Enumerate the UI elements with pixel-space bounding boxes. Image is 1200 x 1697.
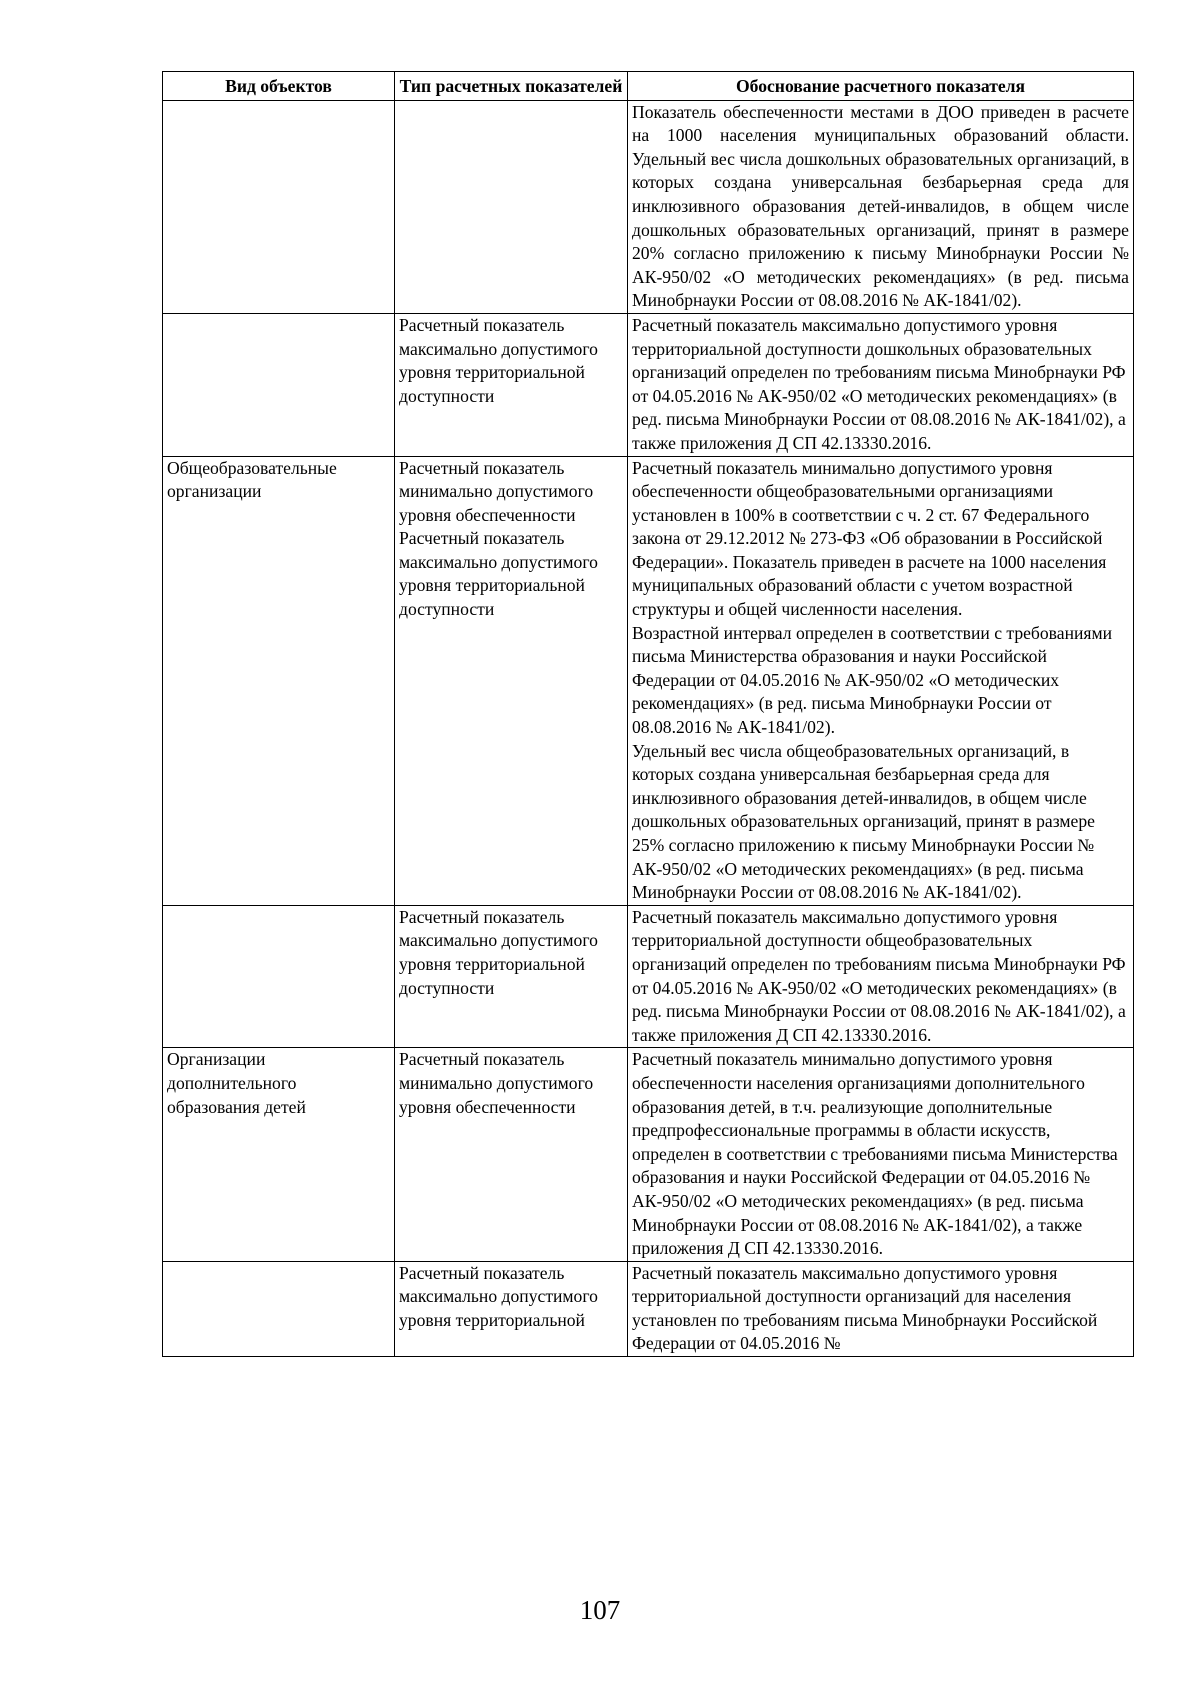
justification-paragraph: Возрастной интервал определен в соответствии с требованиями письма Министерства образования и науки Российской Федерации от 04.05.2016 № АК-950/02 «О методических рекомендациях» (в ред. письма Минобрнауки России от 08.08.2016 № АК-1841/02). (632, 622, 1113, 738)
justification-paragraph: Удельный вес числа общеобразовательных организаций, в которых создана универсальная безбарьерная среда для инклюзивного образования детей-инвалидов, в общем числе дошкольных образовательных организаций, принят в размере 25% согласно приложению к письму Минобрнауки России № АК-950/02 «О методических рекомендациях» (в ред. письма Минобрнауки России от 08.08.2016 № АК-1841/02). (632, 740, 1095, 903)
cell-type: Расчетный показатель минимально допустимого уровня обеспеченности (395, 1048, 628, 1261)
cell-object (163, 905, 395, 1048)
cell-type: Расчетный показатель максимально допустимого уровня территориальной доступности (395, 905, 628, 1048)
cell-justification (628, 905, 1134, 1048)
page-number: 107 (579, 1595, 621, 1625)
cell-type: Расчетный показатель максимально допустимого уровня территориальной (395, 1261, 628, 1356)
justification-paragraph: Расчетный показатель минимально допустимого уровня обеспеченности общеобразовательными организациями установлен в 100% в соответствии с ч. 2 ст. 67 Федерального закона от 29.12.2012 № 273-ФЗ «Об образовании в Российской Федерации». Показатель приведен в расчете на 1000 населения муниципальных образований области с учетом возрастной структуры и общей численности населения. (632, 457, 1107, 620)
table-row (163, 905, 1134, 1048)
justification-paragraph: Показатель обеспеченности местами в ДОО приведен в расчете на 1000 населения муниципальных образований области. Удельный вес числа дошкольных образовательных организаций, в которых создана универсальная безбарьерная среда для инклюзивного образования детей-инвалидов, в общем числе дошкольных образовательных организаций, принят в размере 20% согласно приложению к письму Минобрнауки России № АК-950/02 «О методических рекомендациях» (в ред. письма Минобрнауки России от 08.08.2016 № АК-1841/02). (632, 101, 1129, 311)
table-row (163, 1261, 1134, 1356)
cell-object: Общеобразовательные организации (163, 456, 395, 905)
justification-paragraph: Расчетный показатель максимально допустимого уровня территориальной доступности дошкольных образовательных организаций определен по требованиям письма Минобрнауки РФ от 04.05.2016 № АК-950/02 «О методических рекомендациях» (в ред. письма Минобрнауки России от 08.08.2016 № АК-1841/02), а также приложения Д СП 42.13330.2016. (632, 314, 1126, 453)
header-indicator-type: Тип расчетных показателей (395, 72, 628, 101)
cell-justification (628, 313, 1134, 456)
table-row (163, 100, 1134, 313)
table-row (163, 456, 1134, 905)
table-row (163, 1048, 1134, 1261)
cell-object: Организации дополнительного образования детей (163, 1048, 395, 1261)
cell-justification (628, 1261, 1134, 1356)
cell-justification (628, 1048, 1134, 1261)
justification-paragraph: Расчетный показатель минимально допустимого уровня обеспеченности населения организациями дополнительного образования детей, в т.ч. реализующие дополнительные предпрофессиональные программы в области искусств, определен в соответствии с требованиями письма Министерства образования и науки Российской Федерации от 04.05.2016 № АК-950/02 «О методических рекомендациях» (в ред. письма Минобрнауки России от 08.08.2016 № АК-1841/02), а также приложения Д СП 42.13330.2016. (632, 1049, 1118, 1259)
cell-object (163, 313, 395, 456)
header-justification: Обоснование расчетного показателя (628, 72, 1134, 101)
justification-paragraph: Расчетный показатель максимально допустимого уровня территориальной доступности общеобразовательных организаций определен по требованиям письма Минобрнауки РФ от 04.05.2016 № АК-950/02 «О методических рекомендациях» (в ред. письма Минобрнауки России от 08.08.2016 № АК-1841/02), а также приложения Д СП 42.13330.2016. (632, 906, 1126, 1045)
cell-justification (628, 100, 1134, 313)
cell-type: Расчетный показатель максимально допустимого уровня территориальной доступности (395, 313, 628, 456)
cell-type: Расчетный показатель минимально допустимого уровня обеспеченности Расчетный показатель максимально допустимого уровня территориальной доступности (395, 456, 628, 905)
cell-object (163, 100, 395, 313)
table-header-row (163, 72, 1134, 101)
header-object-type: Вид объектов (163, 72, 395, 101)
justification-paragraph: Расчетный показатель максимально допустимого уровня территориальной доступности организаций для населения установлен по требованиям письма Минобрнауки Российской Федерации от 04.05.2016 № (632, 1262, 1098, 1354)
regulation-table (162, 71, 1134, 1357)
cell-justification (628, 456, 1134, 905)
table-row (163, 313, 1134, 456)
cell-object (163, 1261, 395, 1356)
cell-type (395, 100, 628, 313)
